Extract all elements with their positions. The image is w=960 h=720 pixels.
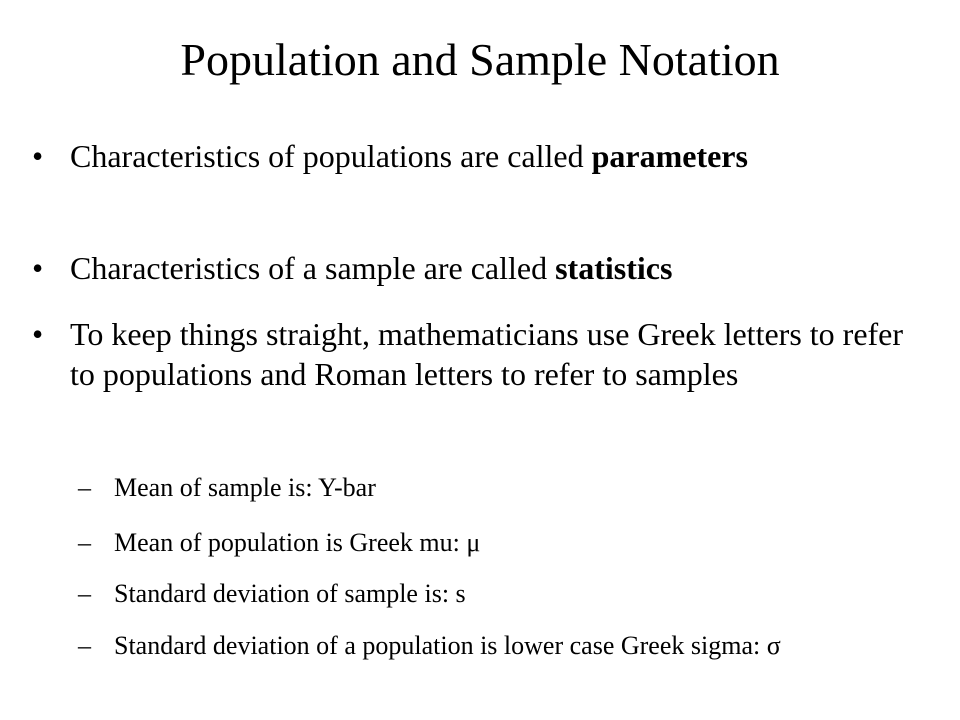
bullet-greek-roman xyxy=(32,314,912,394)
bullet-bold-term: parameters xyxy=(591,138,748,174)
sub-bullet-text: Mean of sample is: Y-bar xyxy=(114,473,376,502)
sub-bullet-marker: – xyxy=(78,579,91,608)
sub-bullet-sample-sd xyxy=(78,578,918,610)
sub-bullet-population-sd xyxy=(78,630,918,662)
bullet-plain-text: Characteristics of populations are called xyxy=(70,138,592,174)
sub-bullet-population-mean xyxy=(78,527,918,559)
sub-bullet-marker: – xyxy=(78,528,91,557)
bullet-plain-text: Characteristics of a sample are called xyxy=(70,250,556,286)
bullet-text xyxy=(70,248,912,288)
bullet-marker: • xyxy=(32,138,44,174)
bullet-text xyxy=(70,136,912,176)
sub-bullet-text: Mean of population is Greek mu: μ xyxy=(114,528,481,557)
sub-bullet-sample-mean xyxy=(78,472,918,504)
slide-title: Population and Sample Notation xyxy=(180,34,780,85)
bullet-marker: • xyxy=(32,250,44,286)
sub-bullet-marker: – xyxy=(78,631,91,660)
bullet-statistics xyxy=(32,248,912,288)
bullet-bold-term: statistics xyxy=(555,250,673,286)
bullet-parameters xyxy=(32,136,912,176)
sub-bullet-marker: – xyxy=(78,473,91,502)
bullet-text: To keep things straight, mathematicians use Greek letters to refer to populations and Roman letters to refer to samples xyxy=(70,316,904,392)
sub-bullet-text: Standard deviation of sample is: s xyxy=(114,579,466,608)
bullet-marker: • xyxy=(32,316,44,352)
sub-bullet-text: Standard deviation of a population is lower case Greek sigma: σ xyxy=(114,631,781,660)
